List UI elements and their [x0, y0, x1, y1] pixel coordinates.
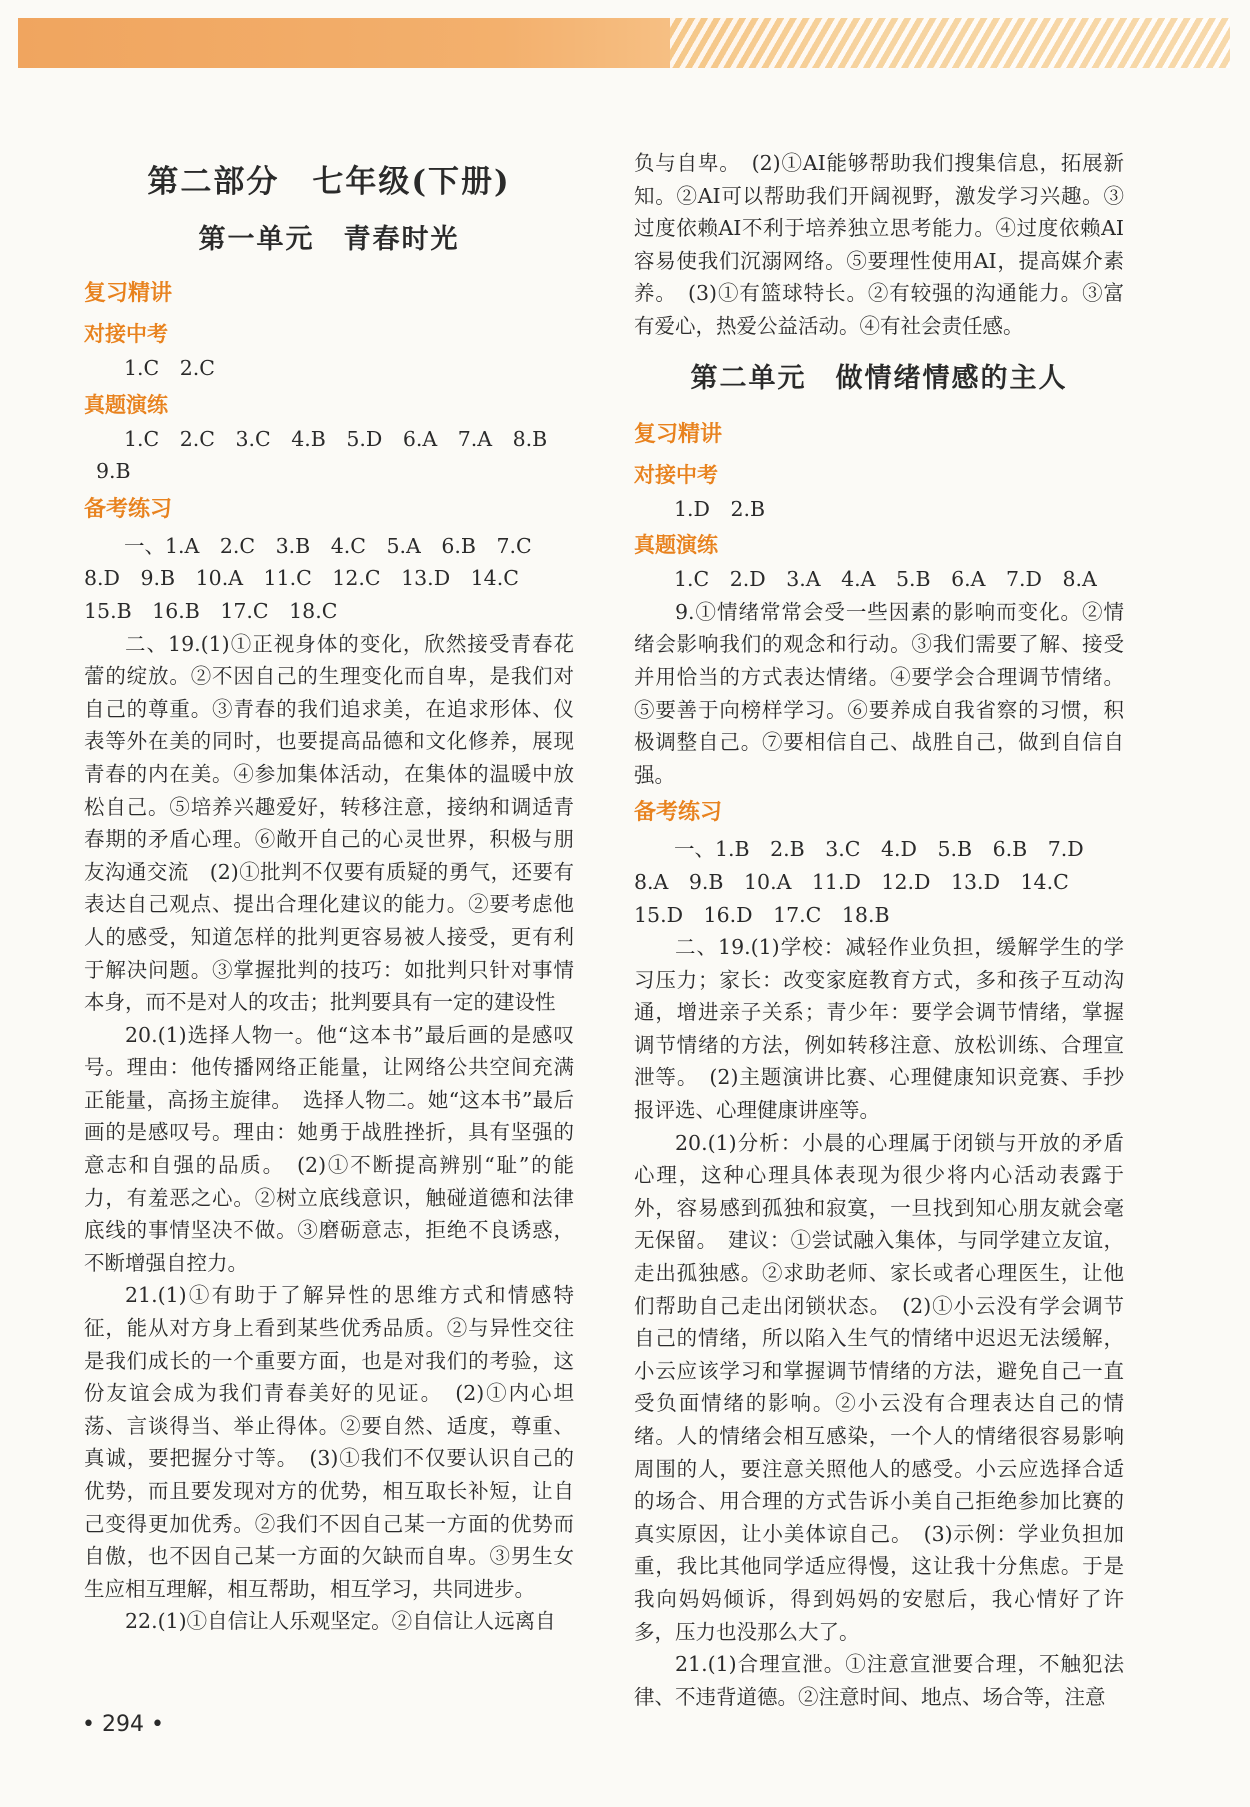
header-stripes — [670, 18, 1230, 68]
practice-line-3: 15.B 16.B 17.C 18.C — [84, 598, 338, 623]
practice-line-1: 一、1.A 2.C 3.B 4.C 5.A 6.B 7.C — [124, 533, 532, 558]
answer-q22-continued: 负与自卑。 (2)①AI能够帮助我们搜集信息，拓展新知。②AI可以帮助我们开阔视野，激发学习兴趣。③过度依赖AI不利于培养独立思考能力。④过度依赖AI容易使我们沉溺网络。⑤要理性使用AI，提高媒介素养。 (3)①有篮球特长。②有较强的沟通能力。③富有爱心，热爱公益活动。④有社会责任感。 — [634, 151, 1124, 338]
practice-2-line-1: 一、1.B 2.B 3.C 4.D 5.B 6.B 7.D — [674, 837, 1084, 862]
heading-real-exam: 真题演练 — [84, 392, 168, 417]
left-column — [84, 140, 574, 1638]
real-answers-2-line-1: 1.C 2.D 3.A 4.A 5.B 6.A 7.D 8.A — [674, 567, 1097, 592]
answer-q9: 9.①情绪常常会受一些因素的影响而变化。②情绪会影响我们的观念和行动。③我们需要了解、接受并用恰当的方式表达情绪。④要学会合理调节情绪。⑤要善于向榜样学习。⑥要养成自我省察的习惯，积极调整自己。⑦要相信自己、战胜自己，做到自信自强。 — [634, 599, 1124, 787]
practice-2-line-3: 15.D 16.D 17.C 18.B — [634, 902, 890, 927]
heading-practice-2: 备考练习 — [634, 800, 723, 826]
answer-q20: 20.(1)选择人物一。他“这本书”最后画的是感叹号。理由：他传播网络正能量，让网络公共空间充满正能量，高扬主旋律。 选择人物二。她“这本书”最后画的是感叹号。理由：她勇于战胜挫折，具有坚强的意志和自强的品质。 (2)①不断提高辨别“耻”的能力，有羞恶之心。②树立底线意识，触碰道德和法律底线的事情坚决不做。③磨砺意志，拒绝不良诱惑，不断增强自控力。 — [84, 1022, 574, 1275]
answer-2-q20: 20.(1)分析：小晨的心理属于闭锁与开放的矛盾心理，这种心理具体表现为很少将内心活动表露于外，容易感到孤独和寂寞，一旦找到知心朋友就会毫无保留。 建议：①尝试融入集体，与同学建立友谊，走出孤独感。②求助老师、家长或者心理医生，让他们帮助自己走出闭锁状态。 (2)①小云没有学会调节自己的情绪，所以陷入生气的情绪中迟迟无法缓解，小云应该学习和掌握调节情绪的方法，避免自己一直受负面情绪的影响。②小云没有合理表达自己的情绪。人的情绪会相互感染，一个人的情绪很容易影响周围的人，要注意关照他人的感受。小云应选择合适的场合、用合理的方式告诉小美自己拒绝参加比赛的真实原因，让小美体谅自己。 (3)示例：学业负担加重，我比其他同学适应得慢，这让我十分焦虑。于是我向妈妈倾诉，得到妈妈的安慰后，我心情好了许多，压力也没那么大了。 — [634, 1130, 1124, 1644]
answer-q22: 22.(1)①自信让人乐观坚定。②自信让人远离自 — [125, 1609, 556, 1634]
heading-practice: 备考练习 — [84, 496, 173, 522]
header-decoration-band — [18, 18, 1230, 68]
answer-q21: 21.(1)①有助于了解异性的思维方式和情感特征，能从对方身上看到某些优秀品质。②与异性交往是我们成长的一个重要方面，也是对我们的考验，这份友谊会成为我们青春美好的见证。 (2)①内心坦荡、言谈得当、举止得体。②要自然、适度，尊重、真诚，要把握分寸等。 (3)①我们不仅要认识自己的优势，而且要发现对方的优势，相互取长补短，让自己变得更加优秀。②我们不因自己某一方面的优势而自傲，也不因自己某一方面的欠缺而自卑。③男生女生应相互理解，相互帮助，相互学习，共同进步。 — [84, 1283, 574, 1601]
practice-2-line-2: 8.A 9.B 10.A 11.D 12.D 13.D 14.C — [634, 869, 1069, 894]
heading-connect: 对接中考 — [84, 322, 168, 346]
heading-review-2: 复习精讲 — [634, 421, 723, 447]
unit-title-2: 第二单元 做情绪情感的主人 — [690, 362, 1068, 394]
right-column — [634, 147, 1124, 1713]
connect-answers-2: 1.D 2.B — [674, 496, 766, 521]
answer-2-q21: 21.(1)合理宣泄。①注意宣泄要合理，不触犯法律、不违背道德。②注意时间、地点、场合等，注意 — [634, 1652, 1124, 1709]
heading-review: 复习精讲 — [84, 281, 173, 306]
answer-2-q19: 二、19.(1)学校：减轻作业负担，缓解学生的学习压力；家长：改变家庭教育方式，多和孩子互动沟通，增进亲子关系；青少年：要学会调节情绪，掌握调节情绪的方法，例如转移注意、放松训练、合理宣泄等。 (2)主题演讲比赛、心理健康知识竞赛、手抄报评选、心理健康讲座等。 — [634, 935, 1124, 1123]
unit-title-1: 第一单元 青春时光 — [198, 224, 460, 255]
part-title: 第二部分 七年级(下册) — [147, 164, 511, 200]
real-answers-line-1: 1.C 2.C 3.C 4.B 5.D 6.A 7.A 8.B — [124, 426, 548, 451]
heading-real-exam-2: 真题演练 — [634, 533, 718, 558]
connect-answers: 1.C 2.C — [124, 356, 215, 380]
heading-connect-2: 对接中考 — [634, 462, 718, 487]
answer-q19: 二、19.(1)①正视身体的变化，欣然接受青春花蕾的绽放。②不因自己的生理变化而自卑，是我们对自己的尊重。③青春的我们追求美，在追求形体、仪表等外在美的同时，也要提高品德和文化修养，展现青春的内在美。④参加集体活动，在集体的温暖中放松自己。⑤培养兴趣爱好，转移注意，接纳和调适青春期的矛盾心理。⑥敞开自己的心灵世界，积极与朋友沟通交流 (2)①批判不仅要有质疑的勇气，还要有表达自己观点、提出合理化建议的能力。②要考虑他人的感受，知道怎样的批判更容易被人接受，更有利于解决问题。③掌握批判的技巧：如批判只针对事情本身，而不是对人的攻击；批判要具有一定的建设性 — [84, 631, 574, 1015]
real-answers-line-2: 9.B — [96, 459, 131, 484]
page-number: • 294 • — [82, 1712, 164, 1737]
practice-line-2: 8.D 9.B 10.A 11.C 12.C 13.D 14.C — [84, 566, 519, 591]
